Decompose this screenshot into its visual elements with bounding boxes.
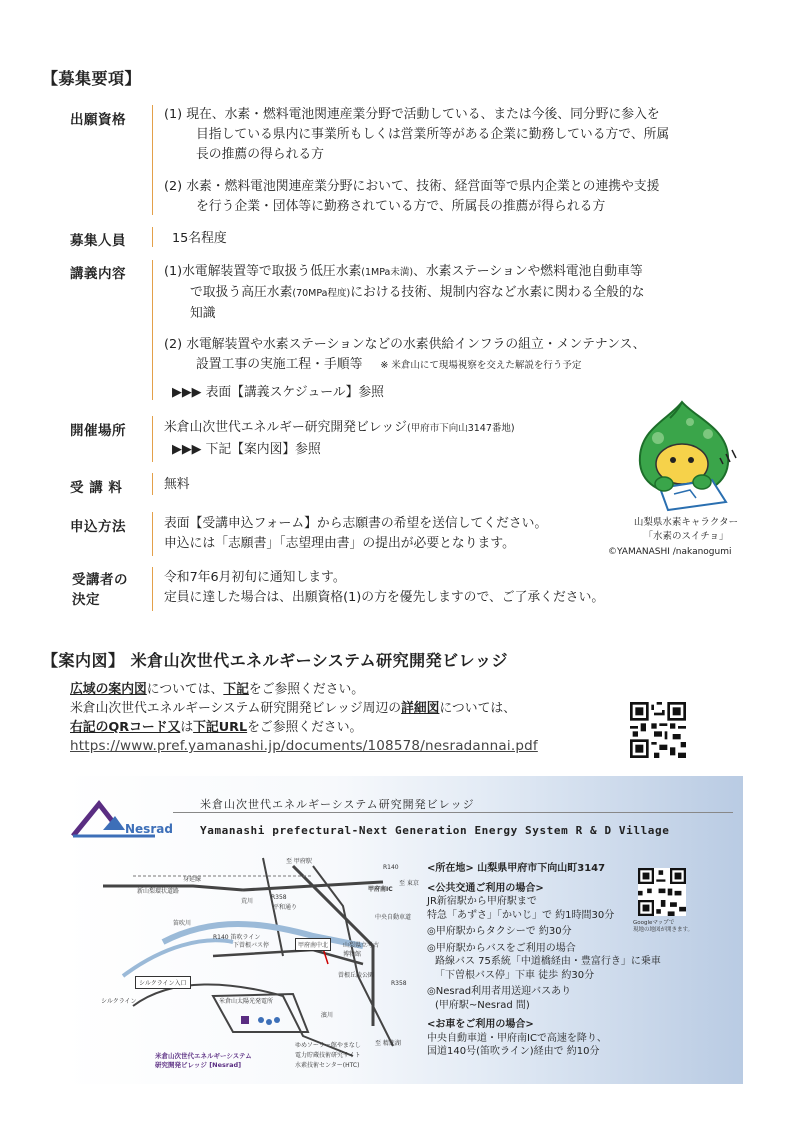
venue-ref: ▶▶▶ 下記【案内図】参照 [172,442,321,457]
mascot-illustration [630,398,742,512]
map-label: R358 [271,894,287,901]
content-item2: (2) 水電解装置や水素ステーションなどの水素供給インフラの組立・メンテナンス、 設置工事の実施工程・手順等 ※ 米倉山にて現場視察を交えた解説を行う予定 [164,337,646,372]
map-label: 甲府南中北 [295,938,331,951]
eligibility-label: 出願資格 [70,112,126,128]
eligibility-item1: (1) 現在、水素・燃料電池関連産業分野で活動している、または今後、同分野に参入を 目指している県内に事業所もしくは営業所等がある企業に勤務している方で、所属 長の推薦の得られる方 [164,107,670,162]
capacity-value: 15名程度 [172,231,227,246]
access-heading: 【案内図】 米倉山次世代エネルギーシステム研究開発ビレッジ [42,651,508,670]
map-label: 下曽根バス停 [233,942,270,949]
map-label: 身延線 [183,876,202,883]
map-label: ゆめソーラー館やまなし [295,1042,361,1049]
road-map [63,846,423,1084]
divider [152,227,153,247]
map-label: 電力貯蔵技術研究サイト [295,1052,361,1059]
map-label: 水素技術センター(HTC) [295,1062,360,1069]
map-label: 至 東京 [399,880,419,887]
venue-label: 開催場所 [70,423,126,439]
map-label: 山梨県立考古博物館 [343,942,380,958]
apply-label: 申込方法 [70,519,126,535]
map-label: 甲府南IC [368,886,393,893]
map-label: 笛吹川 [173,920,192,927]
map-label: 至 甲府駅 [286,858,312,865]
map-qr-code[interactable] [638,868,686,916]
divider [173,812,733,813]
content-item1: (1)水電解装置等で取扱う低圧水素(1MPa未満)、水素ステーションや燃料電池自動車等 で取扱う高圧水素(70MPa程度)における技術、規制内容など水素に関わる全般的な 知識 [164,264,645,321]
map-en-title: Yamanashi prefectural-Next Generation Energy System R & D Village [200,824,670,837]
divider [152,105,153,215]
map-label: 曽根丘陵公園 [338,972,375,979]
fee-value: 無料 [164,477,190,492]
map-label: シルクライン [101,998,137,1005]
venue-value: 米倉山次世代エネルギー研究開発ビレッジ(甲府市下向山3147番地) [164,420,515,435]
apply-text: 表面【受講申込フォーム】から志願書の希望を送信してください。 申込には「志願書」「志望理由書」の提出が必要となります。 [164,516,548,551]
decision-label: 受講者の 決定 [72,572,128,608]
mascot-caption: 山梨県水素キャラクター 「水素のスイチョ」 [633,517,739,542]
content-ref: ▶▶▶ 表面【講義スケジュール】参照 [172,385,384,400]
access-info: <所在地> 山梨県甲府市下向山町3147 <公共交通ご利用の場合> JR新宿駅から甲府駅まで 特急「あずさ」「かいじ」で 約1時間30分 ◎甲府駅からタクシーで 約30分 ◎甲府駅からバスをご利用の場合 路線バス 75系統「中道橋経由・豊富行き」に乗車 「下曽根バス停」下車 徒歩 約30分 ◎Nesrad利用者用送迎バスあり (甲府駅~Nesrad 間) <お車をご利用の場合> 中央自動車道・甲府南ICで高速を降り、 国道140号(笛吹ライン)経由で 約10分 [427,863,661,1057]
map-qr-note: Googleマップで 現地の地図が開きます。 [633,920,694,933]
map-label: R358 [391,980,407,987]
map-jp-title: 米倉山次世代エネルギーシステム研究開発ビレッジ [200,798,475,811]
nesrad-logo-text: Nesrad [125,822,173,836]
map-label: R140 笛吹ライン [213,934,261,941]
access-map [63,776,743,1084]
map-label: 至 精進湖 [375,1040,401,1047]
map-label: 平和通り [273,904,298,911]
map-label: 新山梨環状道路 [137,888,180,895]
mascot-credit: ©YAMANASHI /nakanogumi [608,547,732,557]
map-url-link[interactable]: https://www.pref.yamanashi.jp/documents/108578/nesradannai.pdf [70,738,538,754]
map-label: R140 [383,864,399,871]
qr-code[interactable] [630,702,686,758]
divider [152,260,153,400]
divider [152,473,153,495]
divider [152,567,153,611]
map-label: 荒川 [241,898,254,905]
map-label: 中央自動車道 [375,914,412,921]
eligibility-item2: (2) 水素・燃料電池関連産業分野において、技術、経営面等で県内企業との連携や支援 を行う企業・団体等に勤務されている方で、所属長の推薦が得られる方 [164,179,660,214]
recruitment-heading: 【募集要項】 [42,69,142,88]
divider [152,512,153,556]
divider [152,416,153,462]
map-label: 濱川 [321,1012,334,1019]
access-text: 広域の案内図については、下記をご参照ください。 米倉山次世代エネルギーシステム研究開発ビレッジ周辺の詳細図については、 右記のQRコード又は下記URLをご参照ください。 [70,682,516,735]
map-label: 米倉山太陽光発電所 [219,998,274,1005]
map-nesrad-label: 米倉山次世代エネルギーシステム 研究開発ビレッジ [Nesrad] [155,1052,252,1069]
content-label: 講義内容 [70,266,126,282]
decision-text: 令和7年6月初旬に通知します。 定員に達した場合は、出願資格(1)の方を優先しますので、ご了承ください。 [164,570,605,605]
fee-label: 受 講 料 [70,480,123,496]
map-label: シルクライン入口 [135,976,191,989]
capacity-label: 募集人員 [70,233,126,249]
